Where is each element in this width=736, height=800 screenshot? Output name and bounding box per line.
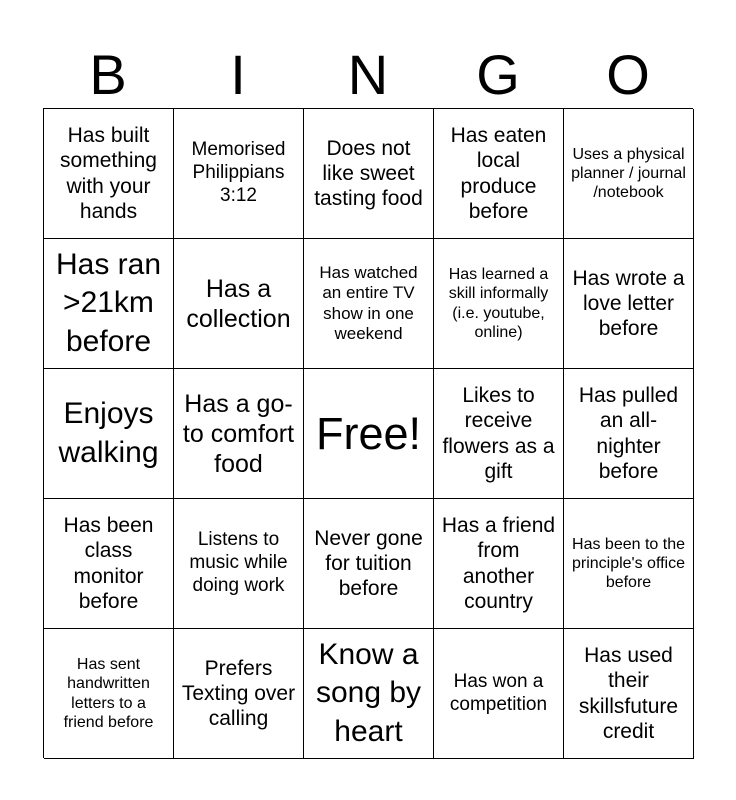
cell-text: Know a song by heart — [315, 637, 422, 748]
bingo-cell-r2c4[interactable] — [434, 239, 564, 369]
bingo-cell-free[interactable] — [304, 369, 434, 499]
cell-text: Has a go-to comfort food — [182, 389, 295, 478]
cell-text: Has built something with your hands — [60, 124, 157, 223]
bingo-cell-r4c5[interactable] — [564, 499, 694, 629]
header-letter-b: B — [89, 43, 127, 106]
bingo-header — [43, 40, 693, 108]
bingo-cell-r5c3[interactable] — [304, 629, 434, 759]
cell-text: Never gone for tuition before — [314, 526, 423, 601]
bingo-cell-r2c5[interactable] — [564, 239, 694, 369]
cell-text: Enjoys walking — [58, 397, 159, 469]
header-letter-n: N — [347, 43, 389, 106]
bingo-cell-r1c4[interactable] — [434, 109, 564, 239]
bingo-cell-r4c2[interactable] — [174, 499, 304, 629]
cell-text: Has a friend from another country — [441, 514, 556, 613]
cell-text: Does not like sweet tasting food — [314, 136, 423, 211]
cell-text: Has learned a skill informally (i.e. youtube, online) — [448, 266, 549, 341]
bingo-cell-r3c5[interactable] — [564, 369, 694, 499]
header-letter-o: O — [606, 43, 650, 106]
cell-text: Has won a competition — [449, 670, 548, 715]
free-space-text: Free! — [315, 407, 422, 459]
cell-text: Likes to receive flowers as a gift — [442, 384, 555, 483]
bingo-cell-r4c3[interactable] — [304, 499, 434, 629]
cell-text: Has pulled an all-nighter before — [578, 384, 679, 483]
bingo-cell-r5c5[interactable] — [564, 629, 694, 759]
cell-text: Has eaten local produce before — [450, 124, 547, 223]
header-letter-i: I — [230, 43, 246, 106]
bingo-cell-r4c1[interactable] — [44, 499, 174, 629]
header-letter-g: G — [476, 43, 520, 106]
bingo-cell-r2c3[interactable] — [304, 239, 434, 369]
cell-text: Has a collection — [186, 274, 291, 333]
bingo-cell-r3c4[interactable] — [434, 369, 564, 499]
cell-text: Has watched an entire TV show in one weekend — [319, 262, 418, 343]
cell-text: Listens to music while doing work — [189, 529, 288, 596]
bingo-cell-r5c4[interactable] — [434, 629, 564, 759]
bingo-cell-r3c1[interactable] — [44, 369, 174, 499]
bingo-cell-r3c2[interactable] — [174, 369, 304, 499]
cell-text: Has been to the principle's office before — [571, 535, 686, 592]
bingo-cell-r2c1[interactable] — [44, 239, 174, 369]
cell-text: Memorised Philippians 3:12 — [191, 139, 286, 206]
bingo-cell-r1c3[interactable] — [304, 109, 434, 239]
bingo-cell-r2c2[interactable] — [174, 239, 304, 369]
cell-text: Has used their skillsfuture credit — [578, 644, 679, 743]
bingo-cell-r5c2[interactable] — [174, 629, 304, 759]
cell-text: Has been class monitor before — [63, 514, 154, 613]
bingo-cell-r1c5[interactable] — [564, 109, 694, 239]
cell-text: Has sent handwritten letters to a friend before — [63, 656, 154, 731]
bingo-cell-r1c1[interactable] — [44, 109, 174, 239]
cell-text: Prefers Texting over calling — [181, 656, 296, 731]
bingo-cell-r1c2[interactable] — [174, 109, 304, 239]
bingo-cell-r5c1[interactable] — [44, 629, 174, 759]
cell-text: Has ran >21km before — [55, 247, 162, 358]
cell-text: Uses a physical planner / journal /notebook — [571, 145, 686, 202]
bingo-cell-r4c4[interactable] — [434, 499, 564, 629]
cell-text: Has wrote a love letter before — [572, 266, 685, 341]
bingo-board — [43, 108, 693, 758]
